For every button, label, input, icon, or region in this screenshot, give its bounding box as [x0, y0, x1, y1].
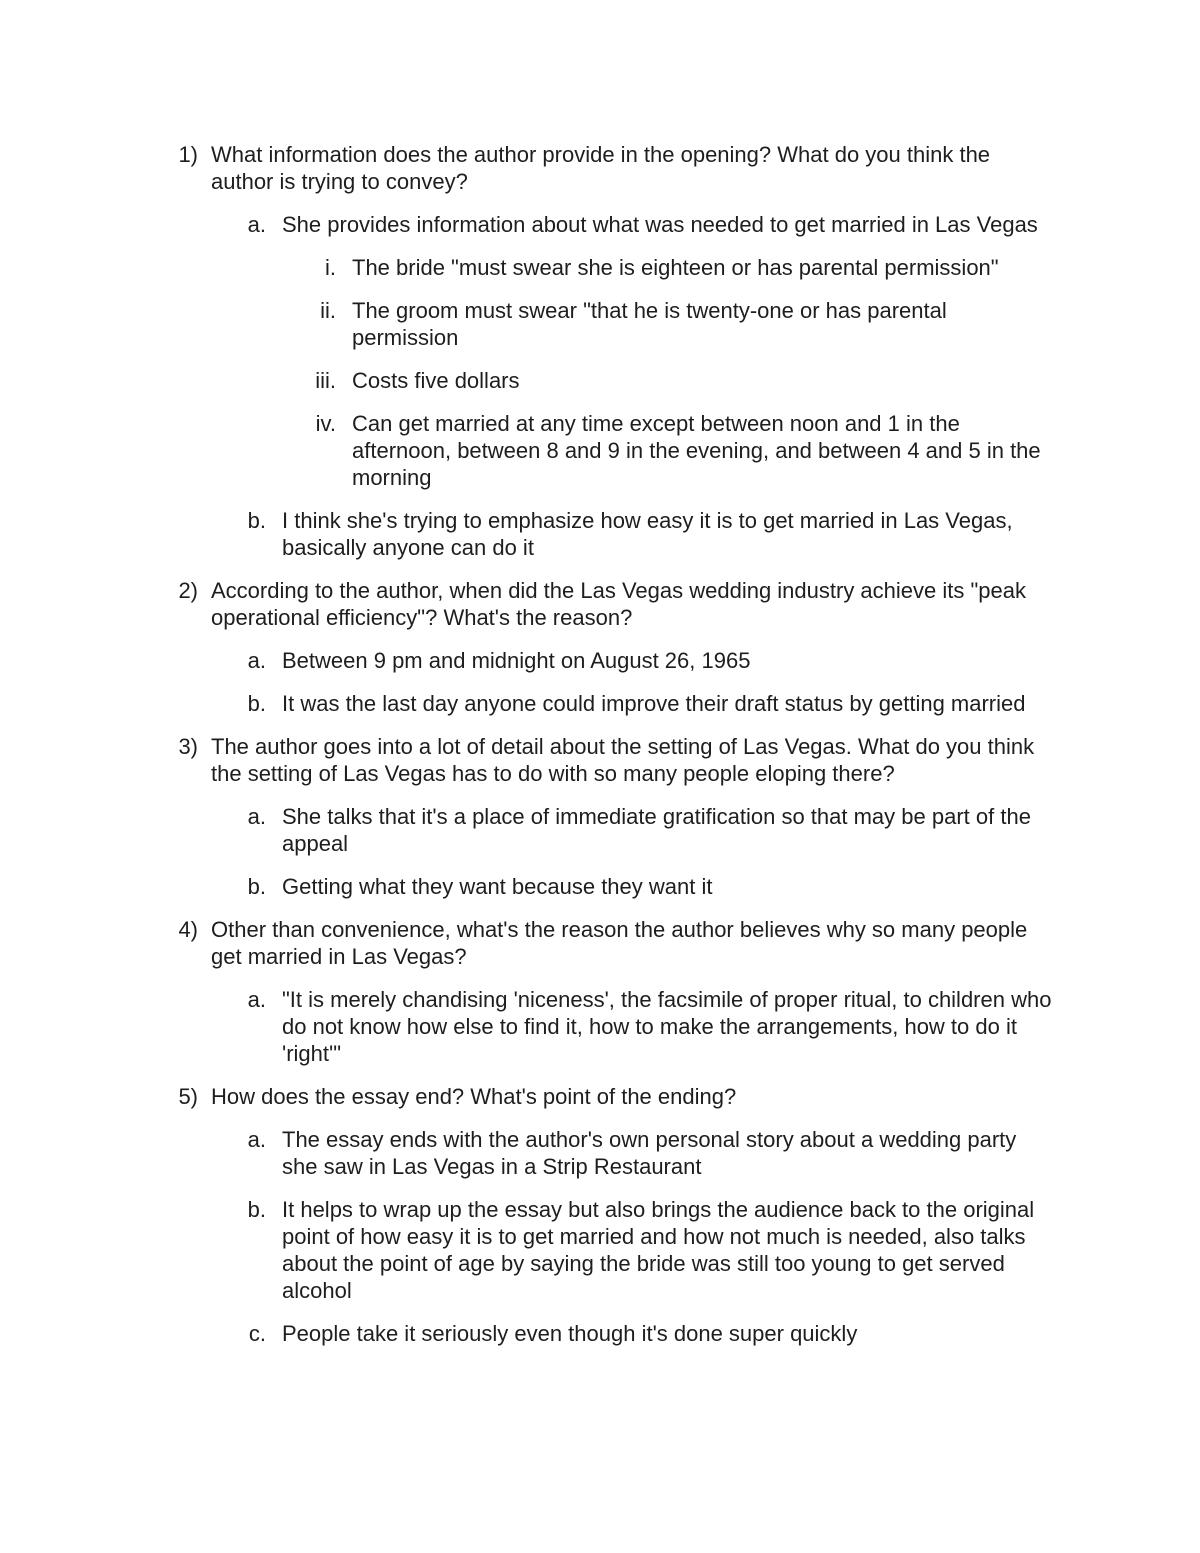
answer-3b [0, 873, 1057, 900]
question-1 [0, 141, 1051, 195]
sub-answer-1a-i [0, 254, 1057, 281]
question-3 [0, 733, 1051, 787]
question-2 [0, 577, 1051, 631]
question-number: 1) [178, 142, 198, 167]
answer-letter: a. [247, 987, 266, 1012]
answer-text: It was the last day anyone could improve their draft status by getting married [282, 691, 1026, 716]
answer-letter: a. [247, 212, 266, 237]
answer-letter: a. [247, 804, 266, 829]
question-text: Other than convenience, what's the reason the author believes why so many people get married in Las Vegas? [211, 917, 1028, 969]
question-number: 2) [178, 578, 198, 603]
question-text: The author goes into a lot of detail about the setting of Las Vegas. What do you think the setting of Las Vegas has to do with so many people eloping there? [211, 734, 1035, 786]
answer-3a [0, 803, 1057, 857]
sub-answer-1a-ii [0, 297, 1057, 351]
sub-answer-text: Can get married at any time except between noon and 1 in the afternoon, between 8 and 9 in the evening, and between 4 and 5 in the morning [352, 411, 1041, 490]
question-5 [0, 1083, 1051, 1110]
answer-letter: a. [247, 648, 266, 673]
answer-text: Between 9 pm and midnight on August 26, 1965 [282, 648, 751, 673]
answer-letter: b. [247, 691, 266, 716]
question-number: 5) [178, 1084, 198, 1109]
sub-answer-numeral: i. [325, 255, 336, 280]
answer-5b [0, 1196, 1057, 1304]
answer-letter: b. [247, 874, 266, 899]
answer-text: Getting what they want because they want it [282, 874, 713, 899]
answer-text: She talks that it's a place of immediate gratification so that may be part of the appeal [282, 804, 1031, 856]
answer-5c [0, 1320, 1057, 1347]
sub-answer-numeral: iv. [315, 411, 336, 436]
answer-letter: c. [248, 1321, 266, 1346]
answer-letter: a. [247, 1127, 266, 1152]
answer-letter: b. [247, 508, 266, 533]
answer-1b [0, 507, 1057, 561]
question-text: How does the essay end? What's point of the ending? [211, 1084, 737, 1109]
question-text: What information does the author provide in the opening? What do you think the author is trying to convey? [211, 142, 991, 194]
answer-text: The essay ends with the author's own personal story about a wedding party she saw in Las Vegas in a Strip Restaurant [282, 1127, 1017, 1179]
answer-letter: b. [247, 1197, 266, 1222]
question-text: According to the author, when did the Las Vegas wedding industry achieve its "peak operational efficiency"? What's the reason? [211, 578, 1026, 630]
question-4 [0, 916, 1051, 970]
sub-answer-1a-iv [0, 410, 1057, 491]
sub-answer-text: The groom must swear "that he is twenty-one or has parental permission [352, 298, 947, 350]
answer-text: "It is merely chandising 'niceness', the facsimile of proper ritual, to children who do not know how else to find it, how to make the arrangements, how to do it 'right'" [282, 987, 1052, 1066]
answer-text: It helps to wrap up the essay but also brings the audience back to the original point of how easy it is to get married and how not much is needed, also talks about the point of age by saying the bride was still too young to get served alcohol [282, 1197, 1035, 1303]
sub-answer-1a-iii [0, 367, 1057, 394]
question-number: 4) [178, 917, 198, 942]
answer-2a [0, 647, 1057, 674]
answer-1a [0, 211, 1057, 238]
answer-text: People take it seriously even though it's done super quickly [282, 1321, 858, 1346]
answer-5a [0, 1126, 1057, 1180]
sub-answer-numeral: iii. [315, 368, 336, 393]
sub-answer-text: The bride "must swear she is eighteen or has parental permission" [352, 255, 999, 280]
sub-answer-text: Costs five dollars [352, 368, 520, 393]
answer-text: I think she's trying to emphasize how easy it is to get married in Las Vegas, basically anyone can do it [282, 508, 1013, 560]
question-number: 3) [178, 734, 198, 759]
answer-text: She provides information about what was needed to get married in Las Vegas [282, 212, 1038, 237]
answer-2b [0, 690, 1057, 717]
document-page [0, 141, 1200, 1347]
answer-4a [0, 986, 1057, 1067]
sub-answer-numeral: ii. [320, 298, 336, 323]
